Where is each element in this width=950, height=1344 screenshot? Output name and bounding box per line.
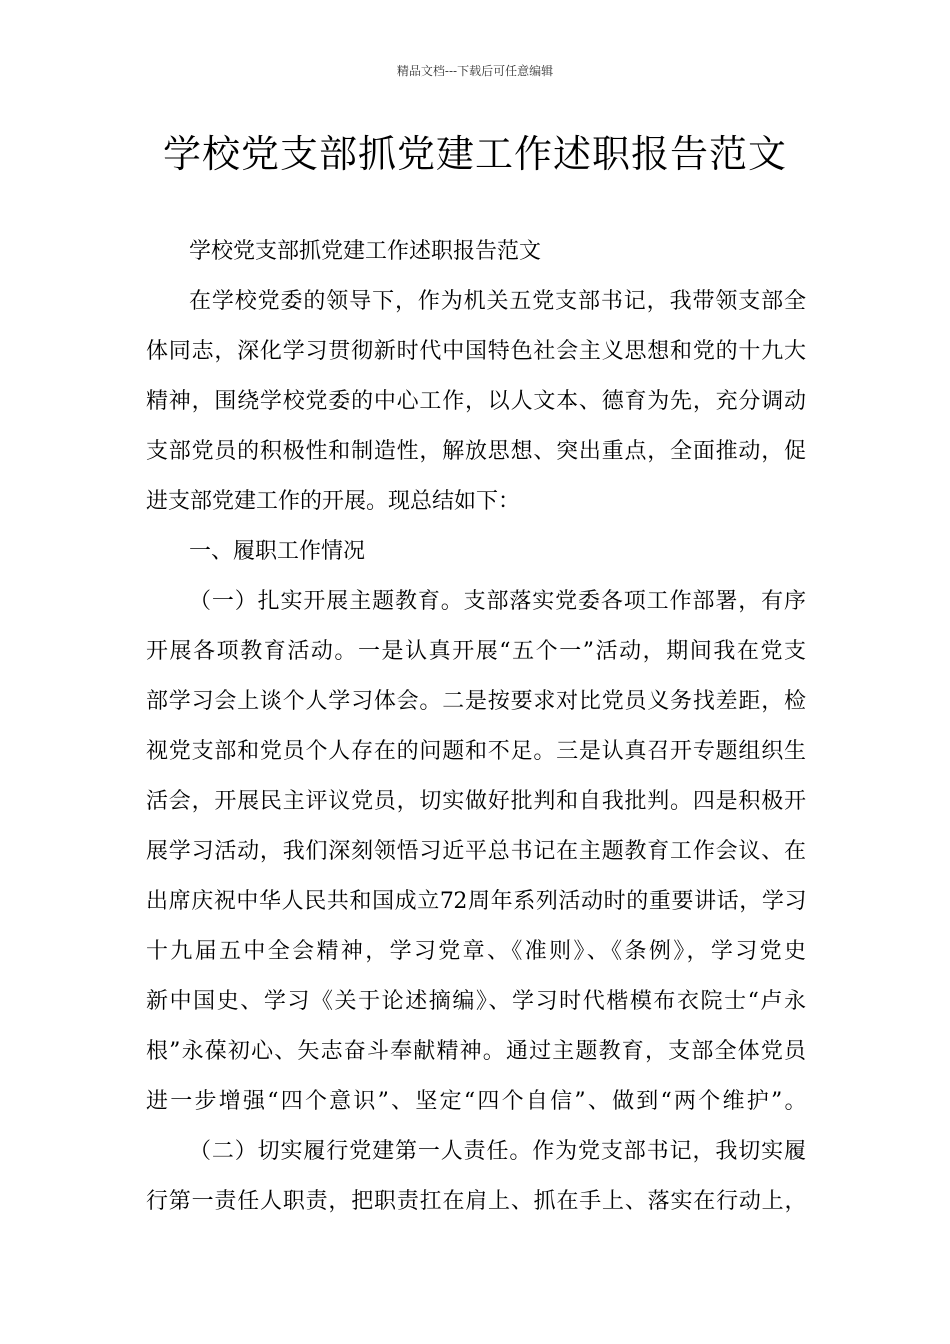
document-title: 学校党支部抓党建工作述职报告范文 xyxy=(162,132,787,176)
paragraph-line: 十九届五中全会精神，学习党章、《准则》、《条例》，学习党史 xyxy=(146,939,806,964)
paragraph-line: 出席庆祝中华人民共和国成立72周年系列活动时的重要讲话，学习 xyxy=(146,889,806,914)
paragraph-line: 开展各项教育活动。一是认真开展“五个一”活动，期间我在党支 xyxy=(146,639,806,664)
paragraph-line: 进一步增强“四个意识”、坚定“四个自信”、做到“两个维护”。 xyxy=(146,1089,806,1114)
paragraph-line: 视党支部和党员个人存在的问题和不足。三是认真召开专题组织生 xyxy=(146,739,806,764)
header-note: 精品文档---下载后可任意编辑 xyxy=(396,64,554,78)
paragraph-line: （一）扎实开展主题教育。支部落实党委各项工作部署，有序 xyxy=(189,589,806,614)
paragraph-line: 展学习活动，我们深刻领悟习近平总书记在主题教育工作会议、在 xyxy=(146,839,806,864)
paragraph-line: 行第一责任人职责，把职责扛在肩上、抓在手上、落实在行动上， xyxy=(146,1189,806,1214)
paragraph-line: 根”永葆初心、矢志奋斗奉献精神。通过主题教育，支部全体党员 xyxy=(146,1039,806,1064)
section-heading: 一、履职工作情况 xyxy=(189,539,366,564)
paragraph-line: （二）切实履行党建第一人责任。作为党支部书记，我切实履 xyxy=(189,1139,806,1164)
paragraph-line: 进支部党建工作的开展。现总结如下： xyxy=(146,489,521,514)
paragraph-line: 支部党员的积极性和制造性，解放思想、突出重点，全面推动，促 xyxy=(146,439,806,464)
subtitle-line: 学校党支部抓党建工作述职报告范文 xyxy=(189,239,542,264)
paragraph-line: 活会，开展民主评议党员，切实做好批判和自我批判。四是积极开 xyxy=(146,789,806,814)
paragraph-line: 新中国史、学习《关于论述摘编》、学习时代楷模布衣院士“卢永 xyxy=(146,989,806,1014)
paragraph-line: 在学校党委的领导下，作为机关五党支部书记，我带领支部全 xyxy=(189,289,806,314)
paragraph-line: 体同志，深化学习贯彻新时代中国特色社会主义思想和党的十九大 xyxy=(146,339,806,364)
paragraph-line: 部学习会上谈个人学习体会。二是按要求对比党员义务找差距，检 xyxy=(146,689,806,714)
paragraph-line: 精神，围绕学校党委的中心工作，以人文本、德育为先，充分调动 xyxy=(146,389,806,414)
